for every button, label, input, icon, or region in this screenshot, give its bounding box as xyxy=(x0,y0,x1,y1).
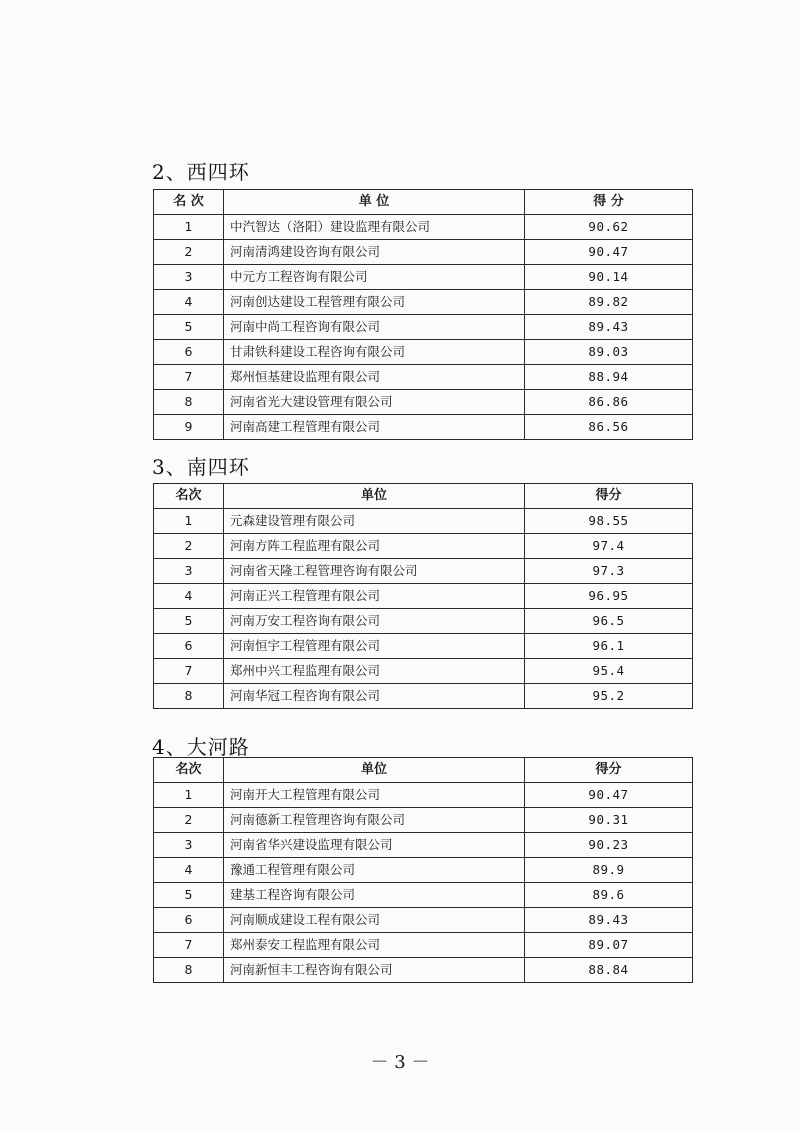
unit-cell: 河南新恒丰工程咨询有限公司 xyxy=(224,958,525,983)
header-unit: 单位 xyxy=(224,758,525,783)
unit-cell: 河南清鸿建设咨询有限公司 xyxy=(224,240,525,265)
score-cell: 89.6 xyxy=(525,883,693,908)
rank-cell: 4 xyxy=(154,858,224,883)
score-cell: 88.84 xyxy=(525,958,693,983)
rank-cell: 2 xyxy=(154,808,224,833)
score-cell: 86.86 xyxy=(525,390,693,415)
score-cell: 90.23 xyxy=(525,833,693,858)
unit-cell: 河南万安工程咨询有限公司 xyxy=(224,609,525,634)
score-cell: 90.62 xyxy=(525,215,693,240)
table-row xyxy=(154,958,693,983)
score-cell: 89.82 xyxy=(525,290,693,315)
unit-cell: 河南德新工程管理咨询有限公司 xyxy=(224,808,525,833)
unit-cell: 郑州中兴工程监理有限公司 xyxy=(224,659,525,684)
unit-cell: 河南省光大建设管理有限公司 xyxy=(224,390,525,415)
rank-cell: 4 xyxy=(154,584,224,609)
rank-cell: 6 xyxy=(154,340,224,365)
table-row xyxy=(154,509,693,534)
score-cell: 97.3 xyxy=(525,559,693,584)
score-cell: 90.47 xyxy=(525,783,693,808)
rank-cell: 4 xyxy=(154,290,224,315)
unit-cell: 河南华冠工程咨询有限公司 xyxy=(224,684,525,709)
table-header-row xyxy=(154,190,693,215)
rank-cell: 2 xyxy=(154,534,224,559)
rank-cell: 5 xyxy=(154,883,224,908)
score-cell: 95.2 xyxy=(525,684,693,709)
table-row xyxy=(154,908,693,933)
score-cell: 90.14 xyxy=(525,265,693,290)
score-cell: 97.4 xyxy=(525,534,693,559)
rank-cell: 7 xyxy=(154,933,224,958)
ranking-table-xisihuan xyxy=(153,189,693,440)
header-score: 得分 xyxy=(525,484,693,509)
rank-cell: 6 xyxy=(154,634,224,659)
unit-cell: 河南中尚工程咨询有限公司 xyxy=(224,315,525,340)
rank-cell: 7 xyxy=(154,365,224,390)
header-rank: 名次 xyxy=(154,484,224,509)
unit-cell: 河南方阵工程监理有限公司 xyxy=(224,534,525,559)
table-row xyxy=(154,265,693,290)
unit-cell: 豫通工程管理有限公司 xyxy=(224,858,525,883)
header-unit: 单位 xyxy=(224,484,525,509)
table-row xyxy=(154,883,693,908)
score-cell: 96.1 xyxy=(525,634,693,659)
score-cell: 88.94 xyxy=(525,365,693,390)
unit-cell: 郑州恒基建设监理有限公司 xyxy=(224,365,525,390)
table-row xyxy=(154,684,693,709)
rank-cell: 3 xyxy=(154,559,224,584)
unit-cell: 元森建设管理有限公司 xyxy=(224,509,525,534)
rank-cell: 8 xyxy=(154,390,224,415)
rank-cell: 3 xyxy=(154,265,224,290)
table-row xyxy=(154,634,693,659)
table-row xyxy=(154,365,693,390)
table-row xyxy=(154,415,693,440)
rank-cell: 2 xyxy=(154,240,224,265)
table-row xyxy=(154,808,693,833)
table-row xyxy=(154,315,693,340)
table-row xyxy=(154,559,693,584)
unit-cell: 河南省华兴建设监理有限公司 xyxy=(224,833,525,858)
unit-cell: 建基工程咨询有限公司 xyxy=(224,883,525,908)
page-number: － 3 － xyxy=(370,1052,430,1073)
rank-cell: 8 xyxy=(154,684,224,709)
table-row xyxy=(154,240,693,265)
table-row xyxy=(154,659,693,684)
ranking-table-dahelu xyxy=(153,757,693,983)
table-row xyxy=(154,933,693,958)
score-cell: 90.47 xyxy=(525,240,693,265)
unit-cell: 甘肃铁科建设工程咨询有限公司 xyxy=(224,340,525,365)
section-title-dahelu: 4、大河路 xyxy=(152,735,250,759)
rank-cell: 8 xyxy=(154,958,224,983)
score-cell: 89.07 xyxy=(525,933,693,958)
unit-cell: 河南恒宇工程管理有限公司 xyxy=(224,634,525,659)
score-cell: 89.43 xyxy=(525,908,693,933)
score-cell: 89.03 xyxy=(525,340,693,365)
table-header-row xyxy=(154,758,693,783)
table-row xyxy=(154,390,693,415)
header-unit: 单 位 xyxy=(224,190,525,215)
score-cell: 90.31 xyxy=(525,808,693,833)
unit-cell: 中汽智达（洛阳）建设监理有限公司 xyxy=(224,215,525,240)
rank-cell: 1 xyxy=(154,783,224,808)
header-score: 得 分 xyxy=(525,190,693,215)
rank-cell: 9 xyxy=(154,415,224,440)
score-cell: 96.95 xyxy=(525,584,693,609)
table-row xyxy=(154,534,693,559)
table-row xyxy=(154,290,693,315)
rank-cell: 5 xyxy=(154,315,224,340)
rank-cell: 1 xyxy=(154,215,224,240)
rank-cell: 1 xyxy=(154,509,224,534)
header-rank: 名次 xyxy=(154,758,224,783)
score-cell: 95.4 xyxy=(525,659,693,684)
unit-cell: 河南高建工程管理有限公司 xyxy=(224,415,525,440)
unit-cell: 中元方工程咨询有限公司 xyxy=(224,265,525,290)
unit-cell: 河南省天隆工程管理咨询有限公司 xyxy=(224,559,525,584)
rank-cell: 7 xyxy=(154,659,224,684)
rank-cell: 5 xyxy=(154,609,224,634)
header-rank: 名 次 xyxy=(154,190,224,215)
score-cell: 89.43 xyxy=(525,315,693,340)
unit-cell: 河南顺成建设工程有限公司 xyxy=(224,908,525,933)
table-row xyxy=(154,858,693,883)
score-cell: 89.9 xyxy=(525,858,693,883)
rank-cell: 3 xyxy=(154,833,224,858)
score-cell: 86.56 xyxy=(525,415,693,440)
unit-cell: 河南正兴工程管理有限公司 xyxy=(224,584,525,609)
section-title-xisihuan: 2、西四环 xyxy=(152,160,250,184)
header-score: 得分 xyxy=(525,758,693,783)
table-row xyxy=(154,833,693,858)
unit-cell: 河南开大工程管理有限公司 xyxy=(224,783,525,808)
unit-cell: 郑州泰安工程监理有限公司 xyxy=(224,933,525,958)
unit-cell: 河南创达建设工程管理有限公司 xyxy=(224,290,525,315)
table-row xyxy=(154,609,693,634)
score-cell: 98.55 xyxy=(525,509,693,534)
table-header-row xyxy=(154,484,693,509)
score-cell: 96.5 xyxy=(525,609,693,634)
table-row xyxy=(154,584,693,609)
table-row xyxy=(154,340,693,365)
table-row xyxy=(154,215,693,240)
rank-cell: 6 xyxy=(154,908,224,933)
section-title-nansihuan: 3、南四环 xyxy=(152,455,250,479)
table-row xyxy=(154,783,693,808)
ranking-table-nansihuan xyxy=(153,483,693,709)
